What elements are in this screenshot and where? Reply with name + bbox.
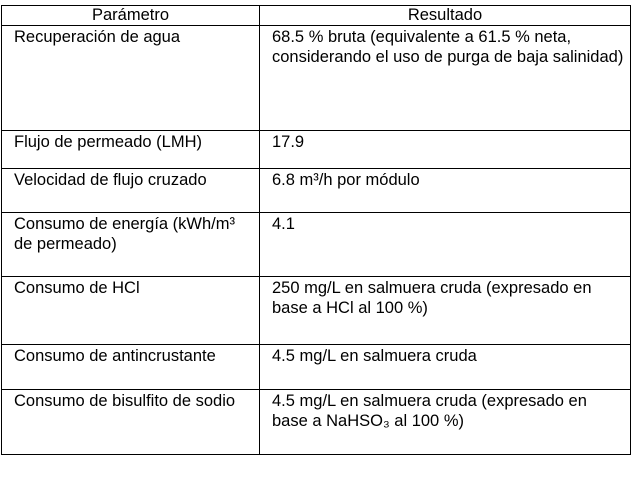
result-cell: 250 mg/L en salmuera cruda (expresado en base a HCl al 100 %): [260, 277, 631, 345]
parameter-cell: Recuperación de agua: [2, 26, 260, 131]
parameter-cell: Flujo de permeado (LMH): [2, 131, 260, 169]
column-header-parametro: Parámetro: [2, 6, 260, 26]
table-row: [2, 26, 631, 131]
table-row: [2, 390, 631, 455]
table-row: [2, 169, 631, 213]
parameter-cell: Consumo de energía (kWh/m³ de permeado): [2, 213, 260, 277]
result-cell: 4.5 mg/L en salmuera cruda: [260, 345, 631, 390]
parameter-cell: Consumo de antincrustante: [2, 345, 260, 390]
parameter-cell: Velocidad de flujo cruzado: [2, 169, 260, 213]
result-cell: 4.1: [260, 213, 631, 277]
table-row: [2, 345, 631, 390]
result-cell: 17.9: [260, 131, 631, 169]
table-row: [2, 131, 631, 169]
table-row: [2, 277, 631, 345]
table-row: [2, 213, 631, 277]
result-cell: 4.5 mg/L en salmuera cruda (expresado en base a NaHSO₃ al 100 %): [260, 390, 631, 455]
result-cell: 68.5 % bruta (equivalente a 61.5 % neta, considerando el uso de purga de baja salinidad): [260, 26, 631, 131]
parameter-cell: Consumo de bisulfito de sodio: [2, 390, 260, 455]
parameter-cell: Consumo de HCl: [2, 277, 260, 345]
result-cell: 6.8 m³/h por módulo: [260, 169, 631, 213]
results-table: [1, 5, 631, 455]
column-header-resultado: Resultado: [260, 6, 631, 26]
table-header-row: [2, 6, 631, 26]
